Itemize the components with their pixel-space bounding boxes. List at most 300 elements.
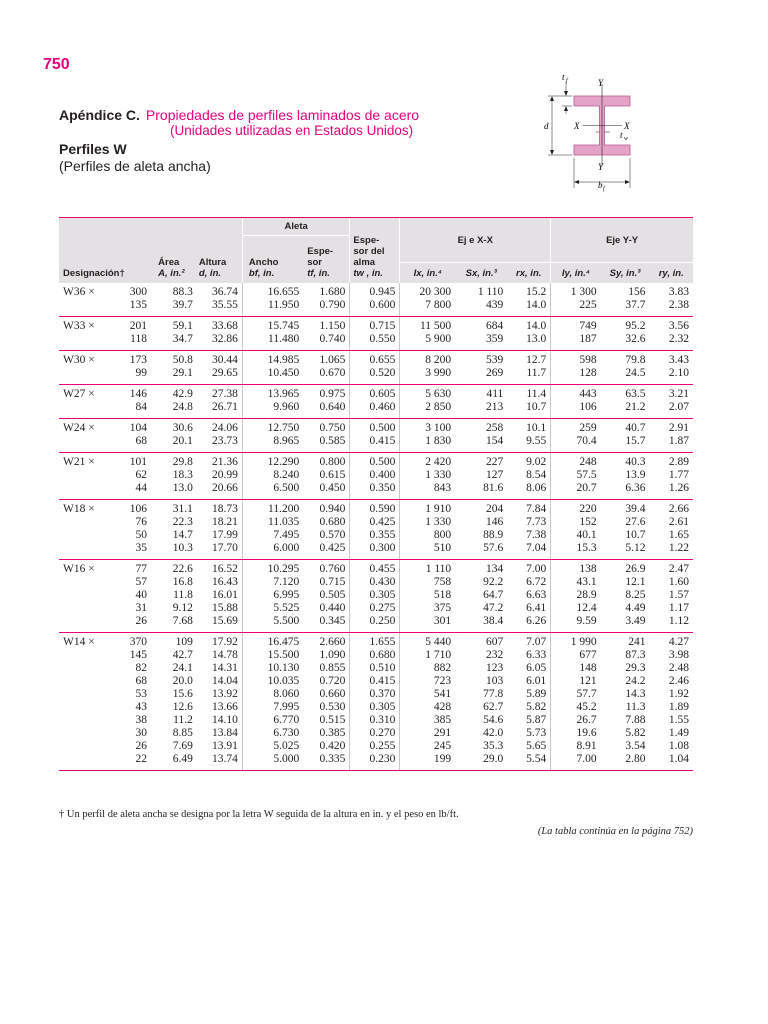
cell-ix: 3 990 [400,367,455,385]
cell-designation [59,299,150,317]
continued-note: (La tabla continúa en la página 752) [537,826,693,837]
cell-height: 14.10 [212,713,238,726]
cell-designation [59,469,150,482]
cell-ry: 1.12 [649,615,693,633]
cell-rx: 5.87 [526,713,547,726]
cell-height: 14.04 [212,674,238,687]
table-row [59,714,693,727]
header-iy: Iy, in.⁴ [551,263,601,283]
cell-flange-thickness: 0.670 [303,367,350,385]
cell-flange-thickness: 0.660 [319,687,346,700]
designation-weight: 173 [129,353,147,366]
table-row [59,418,693,435]
cell-sx: 439 [455,299,507,317]
cell-sy: 29.3 [625,661,646,674]
header-sx: Sx, in.³ [455,263,507,283]
header-axis-xx: Ej e X-X [400,218,551,263]
cell-web-thickness: 0.275 [350,602,400,615]
cell-height: 18.21 [212,515,238,528]
cell-designation [59,350,150,367]
cell-height: 13.92 [212,687,238,700]
cell-flange-width: 5.000 [242,753,303,771]
cell-ix: 882 [400,662,455,675]
table-row [59,350,693,367]
cell-area: 20.1 [150,435,197,453]
cell-ix: 428 [400,701,455,714]
table-row [59,299,693,317]
cell-web-thickness: 0.655 [350,350,400,367]
cell-iy: 26.7 [551,714,601,727]
table-row [59,283,693,299]
cell-ix: 3 100 [400,418,455,435]
cell-ry: 2.10 [649,367,693,385]
cell-rx: 14.0 [507,299,550,317]
cell-area: 31.1 [172,502,193,515]
cell-designation [59,727,150,740]
cell-sy: 27.6 [625,515,646,528]
cell-sx: 684 [486,319,504,332]
designation-weight: 68 [135,434,147,447]
cell-rx: 6.26 [507,615,550,633]
cell-web-thickness: 0.500 [350,452,400,469]
cell-iy: 9.59 [551,615,601,633]
table-row [59,632,693,649]
cell-height: 17.70 [197,542,243,560]
designation-weight: 26 [135,614,147,627]
cell-area: 7.68 [150,615,197,633]
cell-flange-width: 10.130 [242,662,303,675]
cell-flange-width: 16.655 [242,283,303,299]
designation-weight: 82 [135,661,147,674]
table-row [59,753,693,771]
cell-flange-width: 5.500 [242,615,303,633]
designation-weight: 76 [135,515,147,528]
cell-sy: 7.88 [625,713,646,726]
cell-iy: 187 [551,333,601,351]
header-ry: ry, in. [649,263,693,283]
cell-sy: 241 [628,635,646,648]
cell-ry: 2.89 [668,455,689,468]
cell-web-thickness: 0.230 [350,753,400,771]
table-row [59,727,693,740]
cell-iy: 40.1 [551,529,601,542]
cell-rx: 9.55 [507,435,550,453]
designation-weight: 370 [129,635,147,648]
cell-sx: 77.8 [483,687,504,700]
cell-sx: 269 [455,367,507,385]
designation-weight: 30 [135,726,147,739]
cell-web-thickness: 0.680 [350,649,400,662]
cell-sx: 81.6 [455,482,507,500]
cell-sx: 64.7 [483,588,504,601]
cell-web-thickness: 0.550 [350,333,400,351]
cell-flange-width: 11.035 [242,516,303,529]
cell-iy: 128 [551,367,601,385]
designation-weight: 40 [135,588,147,601]
cell-height: 20.66 [197,482,243,500]
cell-ry: 2.46 [668,674,689,687]
cell-ry: 2.66 [668,502,689,515]
cell-iy: 259 [551,418,601,435]
cell-ry: 3.56 [668,319,689,332]
cell-rx: 12.7 [526,353,547,366]
designation-weight: 101 [129,455,147,468]
cell-flange-width: 11.480 [242,333,303,351]
cell-flange-width: 15.745 [242,316,303,333]
header-web: Espe- sor del alma tw , in. [350,218,400,283]
cell-designation [59,753,150,771]
cell-web-thickness: 0.305 [350,589,400,602]
cell-sy: 37.7 [601,299,650,317]
cell-flange-width: 10.450 [242,367,303,385]
table-row [59,615,693,633]
cell-web-thickness: 0.605 [350,384,400,401]
table-row [59,589,693,602]
page-number: 750 [43,56,70,73]
cell-sy: 3.54 [625,739,646,752]
cell-iy: 121 [551,675,601,688]
cell-sx: 29.0 [455,753,507,771]
cell-ry: 1.49 [668,726,689,739]
cell-sy: 21.2 [601,401,650,419]
cell-ry: 1.26 [649,482,693,500]
cell-height: 23.73 [197,435,243,453]
cell-ix: 1 710 [400,649,455,662]
cell-sx: 146 [486,515,504,528]
cell-iy: 677 [551,649,601,662]
designation-shape: W16 × [63,562,95,575]
cell-rx: 8.54 [526,468,547,481]
cell-area: 8.85 [172,726,193,739]
cell-web-thickness: 0.355 [350,529,400,542]
cell-ry: 1.89 [668,700,689,713]
cell-height: 16.01 [212,588,238,601]
cell-flange-width: 8.240 [242,469,303,482]
cell-iy: 598 [551,350,601,367]
cell-sy: 79.8 [625,353,646,366]
cell-iy: 15.3 [551,542,601,560]
cell-ry: 2.91 [668,421,689,434]
label-bf-sub: f [603,186,605,192]
cell-web-thickness: 0.460 [350,401,400,419]
cell-designation [59,615,150,633]
cell-rx: 6.05 [526,661,547,674]
cell-rx: 5.89 [526,687,547,700]
cell-web-thickness: 0.430 [350,576,400,589]
cell-ix: 1 830 [400,435,455,453]
cell-sx: 227 [486,455,504,468]
cell-height: 27.38 [212,387,238,400]
designation-weight: 44 [135,481,147,494]
cell-web-thickness: 0.425 [350,516,400,529]
cell-flange-thickness: 0.975 [319,387,346,400]
cell-designation [59,688,150,701]
cell-rx: 7.38 [526,528,547,541]
cell-rx: 9.02 [526,455,547,468]
cell-flange-thickness: 0.385 [319,726,346,739]
cell-flange-thickness: 0.800 [319,455,346,468]
cell-area: 30.6 [172,421,193,434]
cell-flange-width: 5.025 [242,740,303,753]
cell-area: 16.8 [172,575,193,588]
cell-ix: 199 [400,753,455,771]
cell-sy: 10.7 [625,528,646,541]
cell-ix: 1 330 [400,516,455,529]
cell-height: 16.43 [212,575,238,588]
cell-web-thickness: 0.300 [350,542,400,560]
cell-height: 30.44 [212,353,238,366]
table-row [59,367,693,385]
cell-web-thickness: 0.500 [350,418,400,435]
cell-sy: 2.80 [601,753,650,771]
designation-weight: 118 [130,332,147,345]
cell-height: 13.66 [212,700,238,713]
cell-iy: 749 [551,316,601,333]
cell-sy: 63.5 [625,387,646,400]
cell-ix: 510 [400,542,455,560]
cell-flange-thickness: 0.750 [319,421,346,434]
cell-ry: 3.98 [668,648,689,661]
table-row [59,576,693,589]
header-axis-yy: Eje Y-Y [551,218,693,263]
designation-weight: 35 [135,541,147,554]
cell-designation [59,649,150,662]
cell-height: 20.99 [212,468,238,481]
designation-weight: 68 [135,674,147,687]
cell-rx: 6.01 [526,674,547,687]
cell-ry: 3.43 [668,353,689,366]
table-row [59,559,693,576]
cell-iy: 220 [551,499,601,516]
table-row [59,701,693,714]
cell-flange-width: 16.475 [242,632,303,649]
table-row [59,469,693,482]
label-tw: t [620,130,623,140]
cell-ix: 518 [400,589,455,602]
cell-ix: 375 [400,602,455,615]
cell-iy: 57.7 [551,688,601,701]
cell-ix: 1 110 [400,559,455,576]
cell-area: 29.1 [150,367,197,385]
heading-block [59,107,419,174]
cell-flange-width: 6.000 [242,542,303,560]
cell-area: 10.3 [150,542,197,560]
cell-ix: 20 300 [400,283,455,299]
properties-table-wrap [59,217,693,771]
cell-sx: 54.6 [483,713,504,726]
designation-shape: W24 × [63,421,95,434]
designation-weight: 99 [135,366,147,379]
cell-rx: 7.00 [526,562,547,575]
cell-sy: 40.7 [625,421,646,434]
cell-sy: 6.36 [601,482,650,500]
designation-weight: 300 [129,285,147,298]
cell-sx: 258 [486,421,504,434]
cell-sx: 204 [486,502,504,515]
designation-shape: W21 × [63,455,95,468]
cell-area: 18.3 [172,468,193,481]
cell-rx: 10.7 [507,401,550,419]
cell-flange-width: 10.295 [242,559,303,576]
designation-shape: W14 × [63,635,95,648]
cell-flange-thickness: 0.615 [319,468,346,481]
header-rx: rx, in. [507,263,550,283]
cell-flange-width: 14.985 [242,350,303,367]
cell-ix: 1 330 [400,469,455,482]
designation-weight: 43 [135,700,147,713]
table-row [59,649,693,662]
cell-rx: 6.72 [526,575,547,588]
cell-sx: 154 [455,435,507,453]
cell-designation [59,632,150,649]
cell-web-thickness: 0.350 [350,482,400,500]
cell-rx: 11.4 [526,387,547,400]
cell-designation [59,367,150,385]
cell-ry: 1.60 [668,575,689,588]
cell-sy: 39.4 [625,502,646,515]
cell-area: 11.8 [173,588,193,601]
cell-flange-thickness: 0.760 [319,562,346,575]
cell-area: 9.12 [172,601,193,614]
cell-flange-width: 7.995 [242,701,303,714]
designation-weight: 145 [129,648,147,661]
cell-designation [59,740,150,753]
cell-rx: 8.06 [507,482,550,500]
cell-ry: 1.17 [668,601,689,614]
designation-weight: 57 [135,575,147,588]
cell-designation [59,452,150,469]
cell-designation [59,482,150,500]
cell-ix: 11 500 [400,316,455,333]
cell-sx: 539 [486,353,504,366]
cell-rx: 5.54 [507,753,550,771]
cell-height: 17.92 [212,635,238,648]
section-title: Perfiles W [59,141,127,157]
cell-flange-width: 12.290 [242,452,303,469]
cell-iy: 70.4 [551,435,601,453]
table-row [59,482,693,500]
cell-ry: 1.92 [668,687,689,700]
cell-flange-thickness: 1.150 [319,319,346,332]
cell-iy: 1 990 [551,632,601,649]
cell-web-thickness: 0.310 [350,714,400,727]
cell-sy: 11.3 [625,700,646,713]
cell-height: 18.73 [212,502,238,515]
cell-iy: 7.00 [551,753,601,771]
cell-ix: 723 [400,675,455,688]
cell-iy: 248 [551,452,601,469]
label-tf-sub: f [566,78,568,84]
cell-web-thickness: 0.415 [350,675,400,688]
cell-designation [59,559,150,576]
cell-flange-width: 7.120 [242,576,303,589]
cell-designation [59,384,150,401]
header-height: Altura d, in. [197,218,243,283]
label-x-left: X [574,121,580,131]
cell-iy: 148 [551,662,601,675]
cell-height: 36.74 [212,285,238,298]
cell-ix: 541 [400,688,455,701]
cell-area: 109 [175,635,193,648]
cell-sx: 35.3 [483,739,504,752]
cell-web-thickness: 0.455 [350,559,400,576]
cell-ix: 385 [400,714,455,727]
cell-ry: 2.38 [649,299,693,317]
cell-ry: 3.83 [668,285,689,298]
header-designation: Designación† [59,218,150,283]
cell-designation [59,529,150,542]
cell-iy: 20.7 [551,482,601,500]
designation-shape: W36 × [63,285,95,298]
cell-iy: 1 300 [551,283,601,299]
cell-area: 50.8 [172,353,193,366]
cell-flange-thickness: 0.450 [303,482,350,500]
cell-rx: 6.63 [526,588,547,601]
cell-ix: 5 900 [400,333,455,351]
cell-ix: 2 420 [400,452,455,469]
cell-rx: 7.04 [507,542,550,560]
cell-ry: 2.47 [668,562,689,575]
cell-flange-width: 13.965 [242,384,303,401]
cell-ry: 2.32 [649,333,693,351]
cell-area: 15.6 [172,687,193,700]
cell-web-thickness: 0.520 [350,367,400,385]
cell-sy: 8.25 [625,588,646,601]
cell-flange-width: 8.965 [242,435,303,453]
section-note: (Perfiles de aleta ancha) [59,158,211,174]
designation-weight: 50 [135,528,147,541]
cell-ix: 5 440 [400,632,455,649]
cell-sy: 5.12 [601,542,650,560]
cell-sx: 62.7 [483,700,504,713]
cell-flange-thickness: 0.570 [319,528,346,541]
cell-height: 33.68 [212,319,238,332]
cell-height: 26.71 [197,401,243,419]
designation-weight: 31 [135,601,147,614]
header-flange: Aleta [242,218,349,236]
cell-designation [59,589,150,602]
cell-sx: 57.6 [455,542,507,560]
designation-weight: 53 [135,687,147,700]
cell-designation [59,283,150,299]
cell-ix: 5 630 [400,384,455,401]
table-row [59,516,693,529]
table-row [59,435,693,453]
cell-area: 59.1 [172,319,193,332]
cell-iy: 45.2 [551,701,601,714]
cell-web-thickness: 0.305 [350,701,400,714]
cell-rx: 7.73 [526,515,547,528]
cell-area: 34.7 [150,333,197,351]
cell-sx: 103 [486,674,504,687]
cell-sx: 88.9 [483,528,504,541]
cell-iy: 19.6 [551,727,601,740]
cell-flange-thickness: 1.065 [319,353,346,366]
table-row [59,688,693,701]
cell-sy: 15.7 [601,435,650,453]
cell-web-thickness: 0.945 [350,283,400,299]
cell-designation [59,316,150,333]
cell-ix: 8 200 [400,350,455,367]
cell-designation [59,333,150,351]
cell-sy: 26.9 [625,562,646,575]
designation-shape: W18 × [63,502,95,515]
cell-rx: 6.41 [526,601,547,614]
header-ix: Ix, in.⁴ [400,263,455,283]
table-row [59,499,693,516]
cell-web-thickness: 0.510 [350,662,400,675]
table-body [59,283,693,771]
